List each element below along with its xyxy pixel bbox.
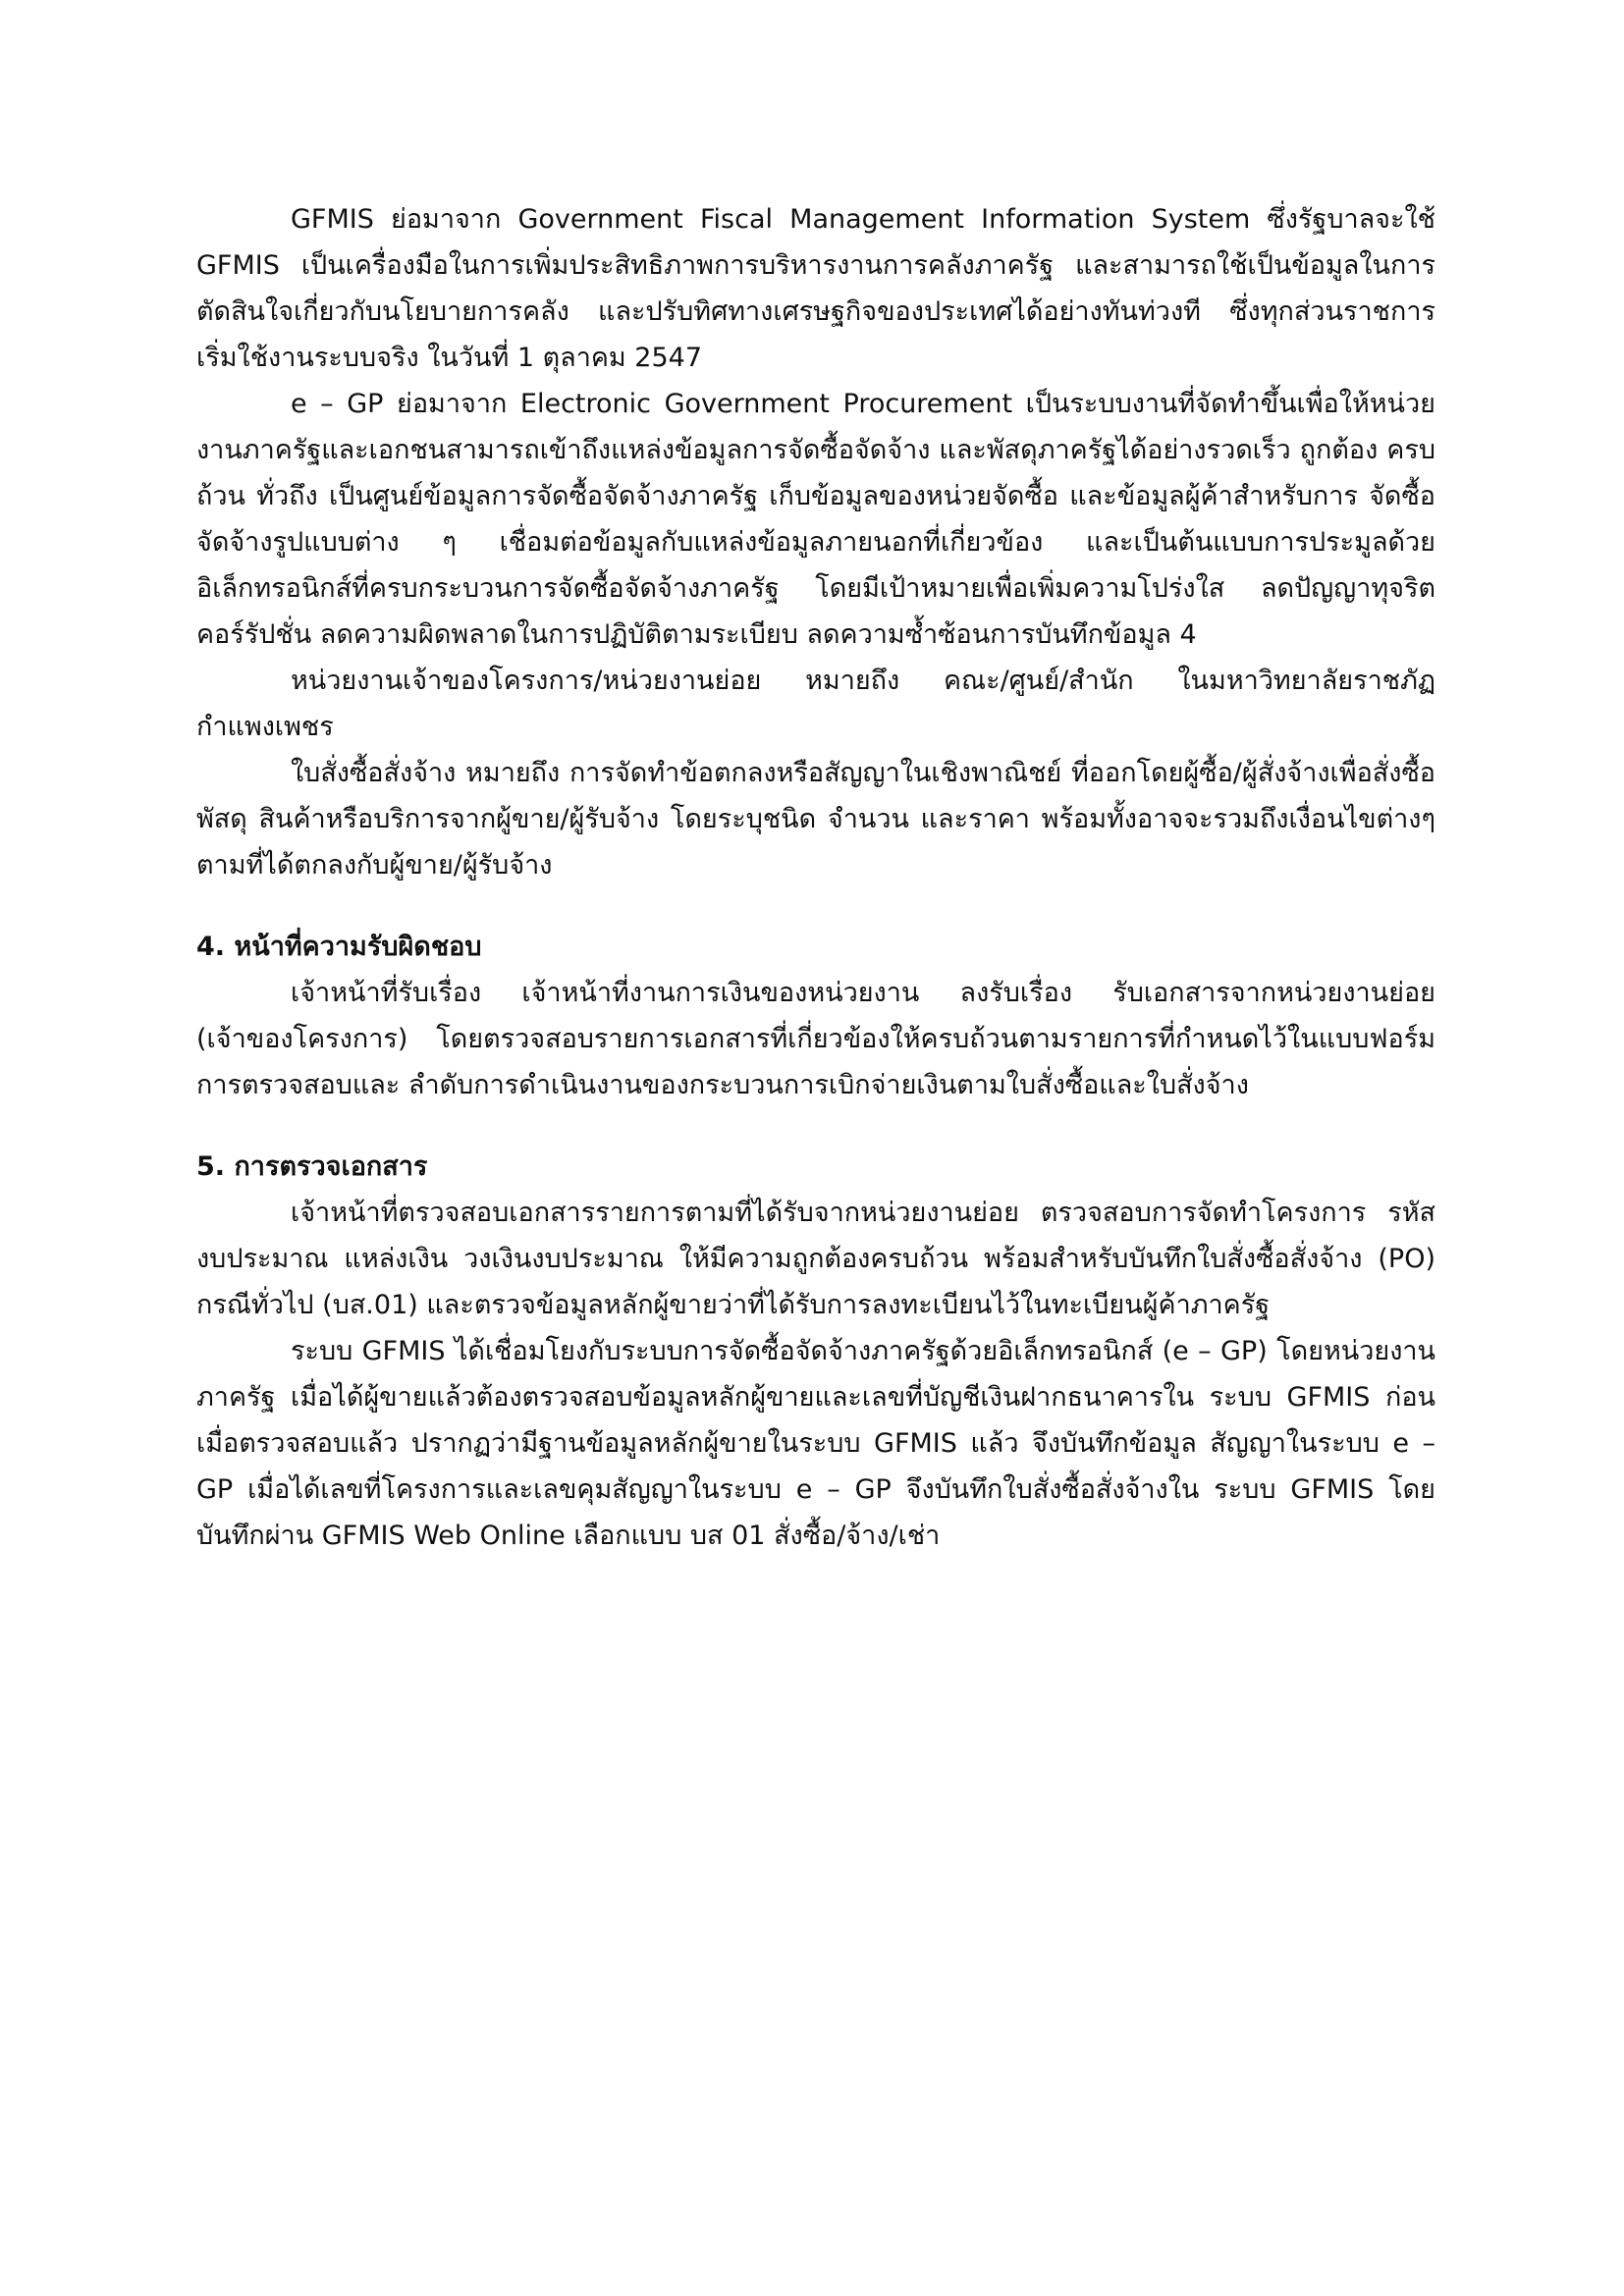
paragraph-gfmis-definition: GFMIS ย่อมาจาก Government Fiscal Management Information System ซึ่งรัฐบาลจะใช้ GFMIS เป็นเครื่องมือในการเพิ่มประสิทธิภาพการบริหารงานการคลังภาครัฐ และสามารถใช้เป็นข้อมูลในการตัดสินใจเกี่ยวกับนโยบายการคลัง และปรับทิศทางเศรษฐกิจของประเทศได้อย่างทันท่วงที ซึ่งทุกส่วนราชการเริ่มใช้งานระบบจริง ในวันที่ 1 ตุลาคม 2547 <box>196 204 1435 373</box>
paragraph-project-unit-definition: หน่วยงานเจ้าของโครงการ/หน่วยงานย่อย หมายถึง คณะ/ศูนย์/สำนัก ในมหาวิทยาลัยราชภัฏกำแพงเพชร <box>196 666 1435 742</box>
section-5-body-paragraph: เจ้าหน้าที่ตรวจสอบเอกสารรายการตามที่ได้รับจากหน่วยงานย่อย ตรวจสอบการจัดทำโครงการ รหัสงบประมาณ แหล่งเงิน วงเงินงบประมาณ ให้มีความถูกต้องครบถ้วน พร้อมสำหรับบันทึกใบสั่งซื้อสั่งจ้าง (PO) กรณีทั่วไป (บส.01) และตรวจข้อมูลหลักผู้ขายว่าที่ได้รับการลงทะเบียนไว้ในทะเบียนผู้ค้าภาครัฐ <box>196 1198 1435 1320</box>
paragraph-purchase-order-definition: ใบสั่งซื้อสั่งจ้าง หมายถึง การจัดทำข้อตกลงหรือสัญญาในเชิงพาณิชย์ ที่ออกโดยผู้ซื้อ/ผู้สั่งจ้างเพื่อสั่งซื้อพัสดุ สินค้าหรือบริการจากผู้ขาย/ผู้รับจ้าง โดยระบุชนิด จำนวน และราคา พร้อมทั้งอาจจะรวมถึงเงื่อนไขต่างๆ ตามที่ได้ตกลงกับผู้ขาย/ผู้รับจ้าง <box>196 758 1435 881</box>
document-page <box>196 196 1435 1559</box>
section-spacer <box>196 1108 1435 1144</box>
section-4-body: เจ้าหน้าที่รับเรื่อง เจ้าหน้าที่งานการเงินของหน่วยงาน ลงรับเรื่อง รับเอกสารจากหน่วยงานย่อย (เจ้าของโครงการ) โดยตรวจสอบรายการเอกสารที่เกี่ยวข้องให้ครบถ้วนตามรายการที่กำหนดไว้ในแบบฟอร์มการตรวจสอบและ ลำดับการดำเนินงานของกระบวนการเบิกจ่ายเงินตามใบสั่งซื้อและใบสั่งจ้าง <box>196 978 1435 1100</box>
paragraph-egp-definition: e – GP ย่อมาจาก Electronic Government Procurement เป็นระบบงานที่จัดทำขึ้นเพื่อให้หน่วยงานภาครัฐและเอกชนสามารถเข้าถึงแหล่งข้อมูลการจัดซื้อจัดจ้าง และพัสดุภาครัฐได้อย่างรวดเร็ว ถูกต้อง ครบถ้วน ทั่วถึง เป็นศูนย์ข้อมูลการจัดซื้อจัดจ้างภาครัฐ เก็บข้อมูลของหน่วยจัดซื้อ และข้อมูลผู้ค้าสำหรับการ จัดซื้อจัดจ้างรูปแบบต่าง ๆ เชื่อมต่อข้อมูลกับแหล่งข้อมูลภายนอกที่เกี่ยวข้อง และเป็นต้นแบบการประมูลด้วย อิเล็กทรอนิกส์ที่ครบกระบวนการจัดซื้อจัดจ้างภาครัฐ โดยมีเป้าหมายเพื่อเพิ่มความโปร่งใส ลดปัญญาทุจริต คอร์รัปชั่น ลดความผิดพลาดในการปฏิบัติตามระเบียบ ลดความซ้ำซ้อนการบันทึกข้อมูล 4 <box>196 389 1435 650</box>
section-4-heading: 4. หน้าที่ความรับผิดชอบ <box>196 932 482 962</box>
section-5-heading: 5. การตรวจเอกสาร <box>196 1151 428 1182</box>
section-5-body-paragraph: ระบบ GFMIS ได้เชื่อมโยงกับระบบการจัดซื้อจัดจ้างภาครัฐด้วยอิเล็กทรอนิกส์ (e – GP) โดยหน่วยงานภาครัฐ เมื่อได้ผู้ขายแล้วต้องตรวจสอบข้อมูลหลักผู้ขายและเลขที่บัญชีเงินฝากธนาคารใน ระบบ GFMIS ก่อน เมื่อตรวจสอบแล้ว ปรากฏว่ามีฐานข้อมูลหลักผู้ขายในระบบ GFMIS แล้ว จึงบันทึกข้อมูล สัญญาในระบบ e – GP เมื่อได้เลขที่โครงการและเลขคุมสัญญาในระบบ e – GP จึงบันทึกใบสั่งซื้อสั่งจ้างใน ระบบ GFMIS โดยบันทึกผ่าน GFMIS Web Online เลือกแบบ บส 01 สั่งซื้อ/จ้าง/เช่า <box>196 1336 1435 1551</box>
section-spacer <box>196 888 1435 924</box>
